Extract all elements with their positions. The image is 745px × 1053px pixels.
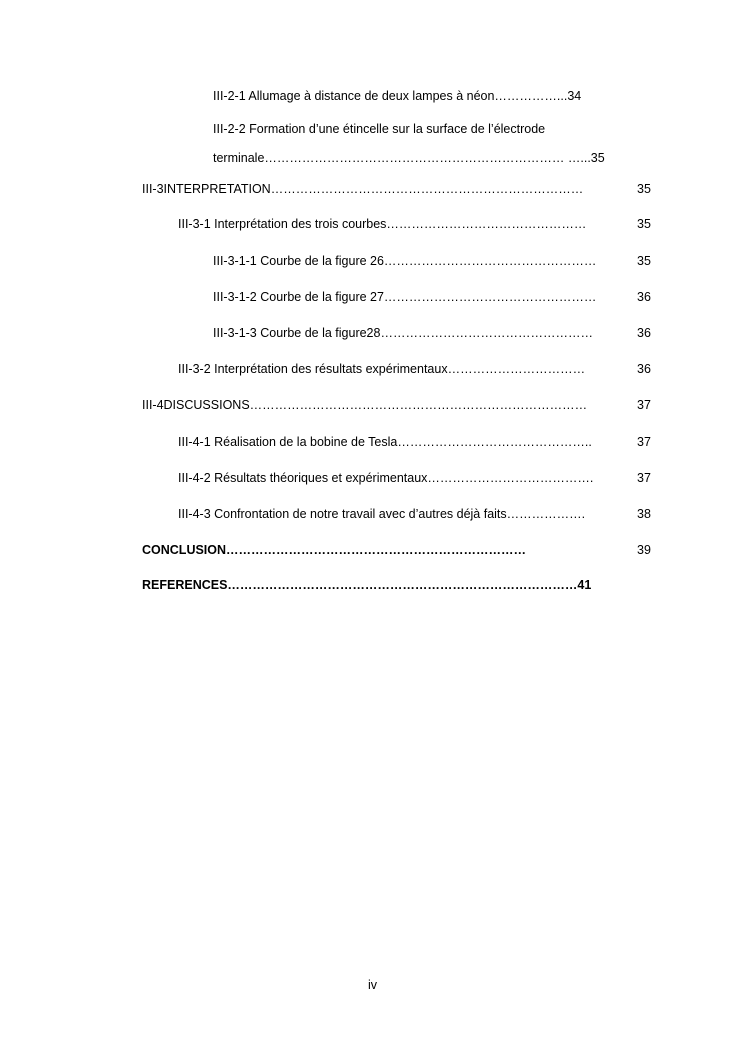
toc-page-iii-4-2: 37 [637, 471, 651, 485]
toc-entry-iii-2-2: III-2-2 Formation d’une étincelle sur la surface de l’électrode [213, 122, 546, 136]
toc-page-iii-3-1-1: 35 [637, 254, 651, 268]
toc-entry-iii-2-1: III-2-1 Allumage à distance de deux lampes à néon……………...34 [213, 89, 582, 103]
toc-entry-iii-3-1-1: III-3-1-1 Courbe de la figure 26…………………………………………… [213, 254, 597, 268]
toc-entry-iii-3-2: III-3-2 Interprétation des résultats expérimentaux…………………………… [178, 362, 586, 376]
toc-page-iii-3: 35 [637, 182, 651, 196]
toc-entry-iii-4-1: III-4-1 Réalisation de la bobine de Tesla……………………………………….. [178, 435, 592, 449]
page-number: iv [367, 978, 378, 992]
toc-entry-references: REFERENCES…………………………………………………………………………41 [142, 578, 592, 592]
toc-page-conclusion: 39 [637, 543, 651, 557]
toc-page-iii-4: 37 [637, 398, 651, 412]
toc-entry-iii-3-1-3: III-3-1-3 Courbe de la figure28…………………………………………… [213, 326, 593, 340]
toc-page-iii-3-1: 35 [637, 217, 651, 231]
toc-entry-iii-2-2-continued: terminale……………………………………………………………… …...35 [213, 151, 605, 165]
toc-entry-iii-3-1-2: III-3-1-2 Courbe de la figure 27…………………………………………… [213, 290, 597, 304]
toc-entry-iii-4-2: III-4-2 Résultats théoriques et expérimentaux…………………………………. [178, 471, 594, 485]
toc-entry-iii-3-1: III-3-1 Interprétation des trois courbes………………………………………… [178, 217, 587, 231]
toc-page-iii-4-3: 38 [637, 507, 651, 521]
toc-page-iii-3-1-3: 36 [637, 326, 651, 340]
toc-page-iii-3-1-2: 36 [637, 290, 651, 304]
toc-entry-iii-4: III-4DISCUSSIONS……………………………………………………………………… [142, 398, 588, 412]
toc-page-iii-4-1: 37 [637, 435, 651, 449]
toc-entry-iii-3: III-3INTERPRETATION………………………………………………………………… [142, 182, 584, 196]
toc-entry-iii-4-3: III-4-3 Confrontation de notre travail avec d’autres déjà faits………………. [178, 507, 586, 521]
toc-entry-conclusion: CONCLUSION……………………………………………………………… [142, 543, 527, 557]
toc-page-iii-3-2: 36 [637, 362, 651, 376]
